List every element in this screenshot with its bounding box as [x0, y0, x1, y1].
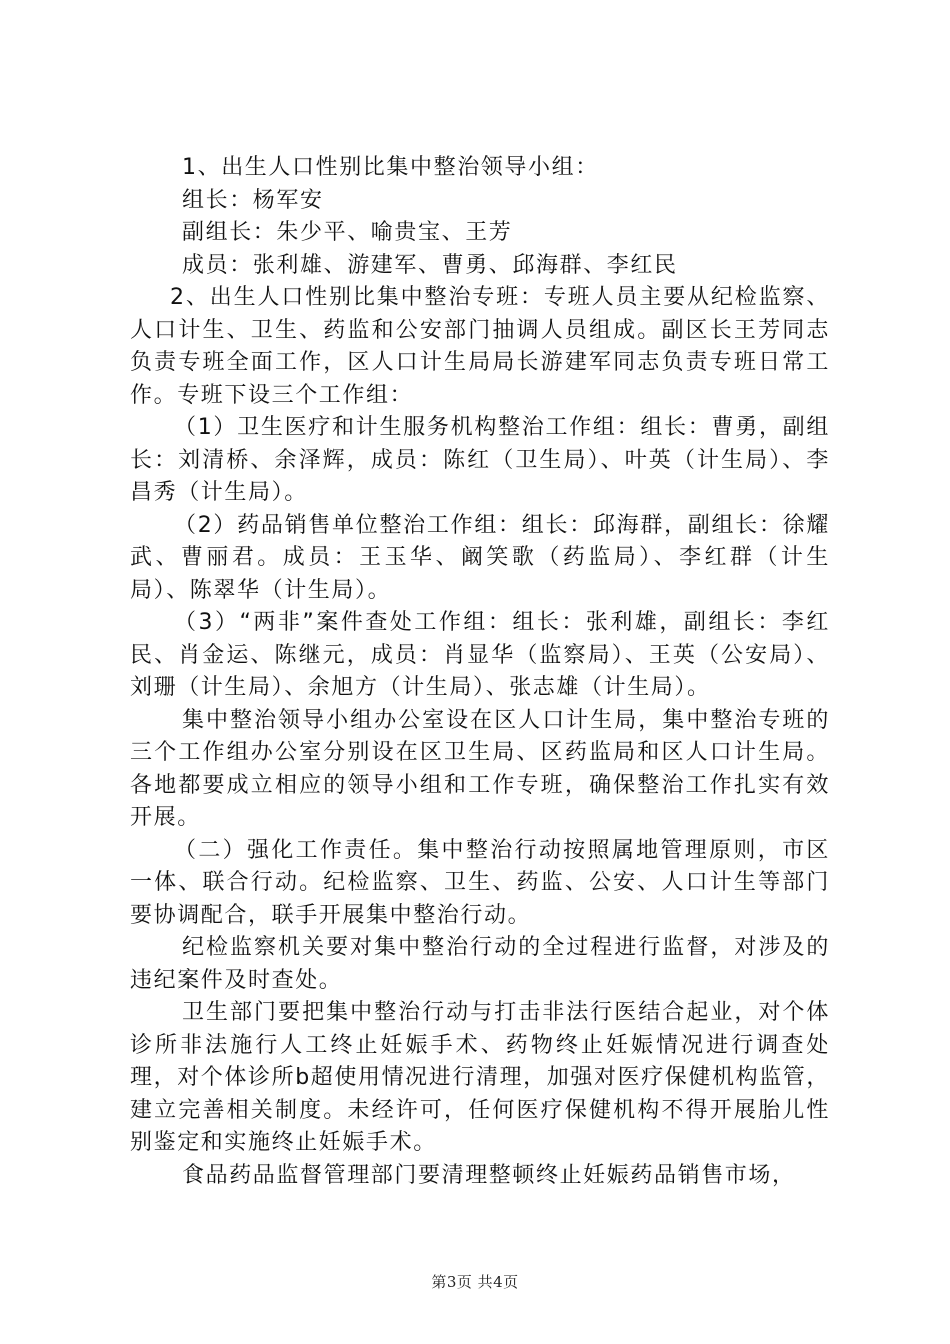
paragraph-leading-group-title: 1、出生人口性别比集中整治领导小组：: [182, 155, 599, 180]
paragraph-responsibility: （二）强化工作责任。集中整治行动按照属地管理原则，市区一体、联合行动。纪检监察、卫生、药监、公安、人口计生等部门要协调配合，联手开展集中整治行动。: [130, 837, 830, 928]
paragraph-health-dept: 卫生部门要把集中整治行动与打击非法行医结合起业，对个体诊所非法施行人工终止妊娠手术、药物终止妊娠情况进行调查处理，对个体诊所b超使用情况进行清理，加强对医疗保健机构监管，建立完善相关制度。未经许可，任何医疗保健机构不得开展胎儿性别鉴定和实施终止妊娠手术。: [130, 1000, 830, 1155]
paragraph-workgroup-2: （2）药品销售单位整治工作组：组长：邱海群，副组长：徐耀武、曹丽君。成员：王玉华、阚笑歌（药监局）、李红群（计生局）、陈翠华（计生局）。: [130, 512, 830, 603]
paragraph-leader: 组长：杨军安: [182, 187, 324, 213]
paragraph-workgroup-1: （1）卫生医疗和计生服务机构整治工作组：组长：曹勇，副组长：刘清桥、余泽辉，成员：陈红（卫生局）、叶英（计生局）、李昌秀（计生局）。: [130, 415, 830, 505]
document-body: [130, 152, 830, 1192]
paragraph-discipline: 纪检监察机关要对集中整治行动的全过程进行监督，对涉及的违纪案件及时查处。: [130, 935, 830, 993]
paragraph-workgroup-3: （3）“两非”案件查处工作组：组长：张利雄，副组长：李红民、肖金运、陈继元，成员：肖显华（监察局）、王英（公安局）、刘珊（计生局）、余旭方（计生局）、张志雄（计生局）。: [130, 610, 830, 700]
paragraph-members: 成员：张利雄、游建军、曹勇、邱海群、李红民: [182, 252, 678, 278]
paragraph-food-drug: 食品药品监督管理部门要清理整顿终止妊娠药品销售市场，: [182, 1162, 796, 1188]
paragraph-office-location: 集中整治领导小组办公室设在区人口计生局，集中整治专班的三个工作组办公室分别设在区卫生局、区药监局和区人口计生局。各地都要成立相应的领导小组和工作专班，确保整治工作扎实有效开展。: [130, 707, 830, 830]
paragraph-deputy-leaders: 副组长：朱少平、喻贵宝、王芳: [182, 220, 513, 245]
page-footer: 第3页 共4页: [431, 1273, 519, 1291]
paragraph-special-team: 2、出生人口性别比集中整治专班：专班人员主要从纪检监察、人口计生、卫生、药监和公安部门抽调人员组成。副区长王芳同志负责专班全面工作，区人口计生局局长游建军同志负责专班日常工作。专班下设三个工作组：: [130, 285, 830, 408]
